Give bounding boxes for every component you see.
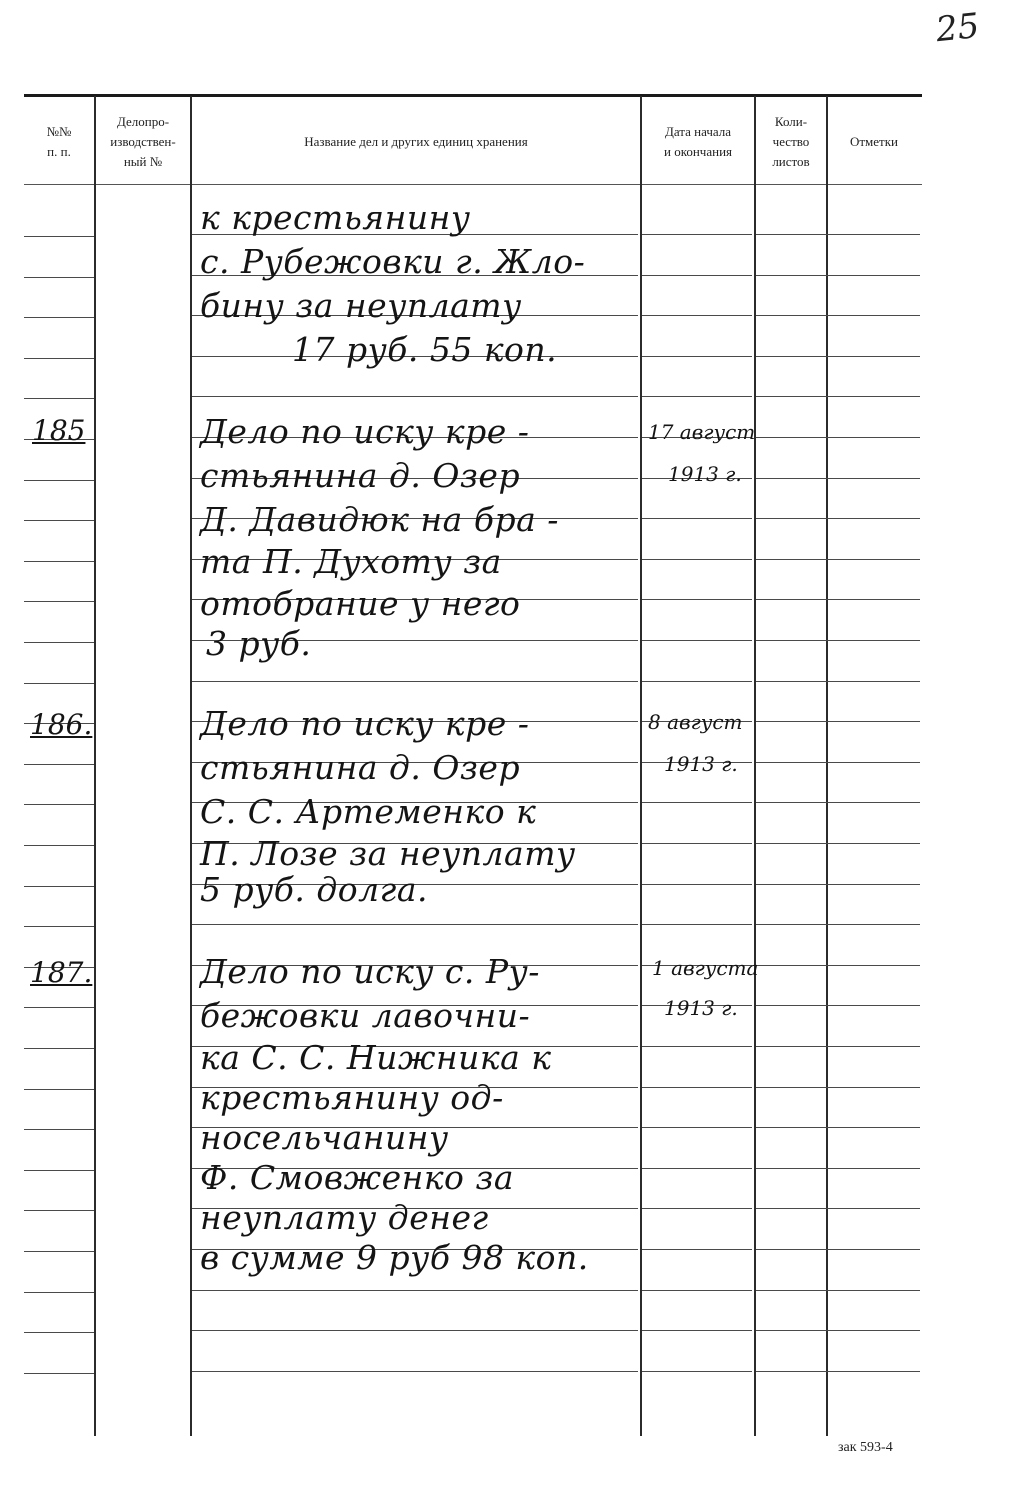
- ruling-line: [24, 561, 94, 562]
- ruling-line: [24, 926, 94, 927]
- ruling-line: [24, 764, 94, 765]
- column-divider: [640, 96, 642, 1436]
- entry-line: стьянина д. Озер: [200, 456, 521, 495]
- ruling-line: [24, 642, 94, 643]
- ruling-line: [756, 1290, 920, 1291]
- date-year: 1913 г.: [664, 996, 738, 1020]
- header-title: Название дел и других единиц хранения: [304, 134, 528, 149]
- ruling-line: [642, 1330, 752, 1331]
- ruling-line: [642, 1087, 752, 1088]
- entry-line: крестьянину од-: [200, 1078, 504, 1117]
- entry-line: стьянина д. Озер: [200, 748, 521, 787]
- ruling-line: [756, 1208, 920, 1209]
- ruling-line: [24, 398, 94, 399]
- ruling-line: [24, 1129, 94, 1130]
- column-divider: [754, 96, 756, 1436]
- ruling-line: [756, 437, 920, 438]
- entry-line: бину за неуплату: [200, 286, 522, 325]
- ruling-line: [24, 1048, 94, 1049]
- ruling-line: [756, 640, 920, 641]
- header-number: №№ п. п.: [46, 124, 72, 159]
- ruling-line: [756, 1371, 920, 1372]
- ruling-line: [642, 1127, 752, 1128]
- ruling-line: [642, 275, 752, 276]
- ruling-line: [24, 480, 94, 481]
- ruling-line: [192, 681, 638, 682]
- ruling-line: [642, 396, 752, 397]
- ruling-line: [24, 1007, 94, 1008]
- ruling-line: [24, 277, 94, 278]
- ruling-line: [642, 884, 752, 885]
- record-number: 186.: [30, 708, 93, 741]
- entry-line: в сумме 9 руб 98 коп.: [200, 1238, 589, 1277]
- ruling-line: [642, 843, 752, 844]
- entry-line: неуплату денег: [200, 1198, 489, 1237]
- entry-line: Дело по иску кре -: [200, 412, 530, 451]
- entry-line: Дело по иску с. Ру-: [200, 952, 540, 991]
- ruling-line: [642, 518, 752, 519]
- ruling-line: [642, 640, 752, 641]
- header-sheet-count: Коли- чество листов: [772, 114, 810, 169]
- ruling-line: [642, 1208, 752, 1209]
- header-notes: Отметки: [849, 134, 899, 149]
- entry-line: 17 руб. 55 коп.: [292, 330, 558, 369]
- entry-line: 3 руб.: [206, 624, 312, 663]
- ruling-line: [642, 1168, 752, 1169]
- print-order-number: зак 593-4: [838, 1440, 893, 1455]
- entry-line: Ф. Смовженко за: [200, 1158, 515, 1197]
- ruling-line: [642, 315, 752, 316]
- entry-line: Д. Давидюк на бра -: [200, 500, 559, 539]
- ruling-line: [756, 965, 920, 966]
- entry-line: Дело по иску кре -: [200, 704, 530, 743]
- ruling-line: [24, 1210, 94, 1211]
- header-bottom-rule: [24, 184, 922, 185]
- ruling-line: [24, 358, 94, 359]
- entry-line: отобрание у него: [200, 584, 521, 623]
- ruling-line: [756, 843, 920, 844]
- ruling-line: [756, 1249, 920, 1250]
- header-office-number: Делопро- изводствен- ный №: [110, 114, 176, 169]
- ruling-line: [24, 683, 94, 684]
- ruling-line: [192, 396, 638, 397]
- entry-line: П. Лозе за неуплату: [200, 834, 576, 873]
- ruling-line: [642, 599, 752, 600]
- ruling-line: [192, 1371, 638, 1372]
- ruling-line: [756, 762, 920, 763]
- ruling-line: [756, 884, 920, 885]
- ruling-line: [192, 924, 638, 925]
- ruling-line: [24, 1292, 94, 1293]
- ruling-line: [756, 315, 920, 316]
- ruling-line: [24, 886, 94, 887]
- entry-line: носельчанину: [200, 1118, 449, 1157]
- date-start: 17 август: [648, 420, 756, 444]
- column-divider: [826, 96, 828, 1436]
- ruling-line: [756, 559, 920, 560]
- date-year: 1913 г.: [664, 752, 738, 776]
- ruling-line: [756, 1168, 920, 1169]
- entry-line: та П. Духоту за: [200, 542, 502, 581]
- ruling-line: [192, 1330, 638, 1331]
- ruling-line: [756, 518, 920, 519]
- ruling-line: [756, 478, 920, 479]
- ruling-line: [756, 802, 920, 803]
- entry-line: ка С. С. Нижника к: [200, 1038, 552, 1077]
- ruling-line: [756, 681, 920, 682]
- record-number: 185: [32, 414, 86, 447]
- ruling-line: [756, 1046, 920, 1047]
- ruling-line: [24, 236, 94, 237]
- ruling-line: [642, 681, 752, 682]
- ruling-line: [756, 599, 920, 600]
- ruling-line: [24, 520, 94, 521]
- ruling-line: [24, 845, 94, 846]
- entry-line: бежовки лавочни-: [200, 996, 531, 1035]
- ruling-line: [642, 1249, 752, 1250]
- entry-line: с. Рубежовки г. Жло-: [200, 242, 586, 281]
- ruling-line: [756, 1087, 920, 1088]
- column-divider: [190, 96, 192, 1436]
- ruling-line: [24, 1089, 94, 1090]
- ruling-line: [756, 924, 920, 925]
- ruling-line: [756, 275, 920, 276]
- ruling-line: [24, 601, 94, 602]
- header-dates: Дата начала и окончания: [663, 124, 733, 159]
- header-top-rule: [24, 94, 922, 97]
- date-start: 8 август: [648, 710, 743, 734]
- ruling-line: [756, 1127, 920, 1128]
- ruling-line: [24, 1251, 94, 1252]
- record-number: 187.: [30, 956, 93, 989]
- ruling-line: [642, 924, 752, 925]
- ruling-line: [756, 234, 920, 235]
- ruling-line: [756, 356, 920, 357]
- ruling-line: [24, 804, 94, 805]
- column-divider: [94, 96, 96, 1436]
- date-year: 1913 г.: [668, 462, 742, 486]
- ruling-line: [642, 234, 752, 235]
- ruling-line: [24, 1373, 94, 1374]
- date-start: 1 августа: [652, 956, 759, 980]
- ruling-line: [642, 1371, 752, 1372]
- ruling-line: [756, 396, 920, 397]
- entry-line: к крестьянину: [200, 198, 471, 237]
- ruling-line: [642, 356, 752, 357]
- ruling-line: [756, 1005, 920, 1006]
- ruling-line: [642, 1046, 752, 1047]
- ruling-line: [756, 1330, 920, 1331]
- folio-number: 25: [934, 5, 982, 51]
- ruling-line: [24, 317, 94, 318]
- ruling-line: [756, 721, 920, 722]
- ruling-line: [24, 1332, 94, 1333]
- ruling-line: [642, 559, 752, 560]
- ruling-line: [192, 1290, 638, 1291]
- ruling-line: [642, 1290, 752, 1291]
- ruling-line: [642, 802, 752, 803]
- ruling-line: [24, 1170, 94, 1171]
- entry-line: 5 руб. долга.: [200, 870, 429, 909]
- entry-line: С. С. Артеменко к: [200, 792, 537, 831]
